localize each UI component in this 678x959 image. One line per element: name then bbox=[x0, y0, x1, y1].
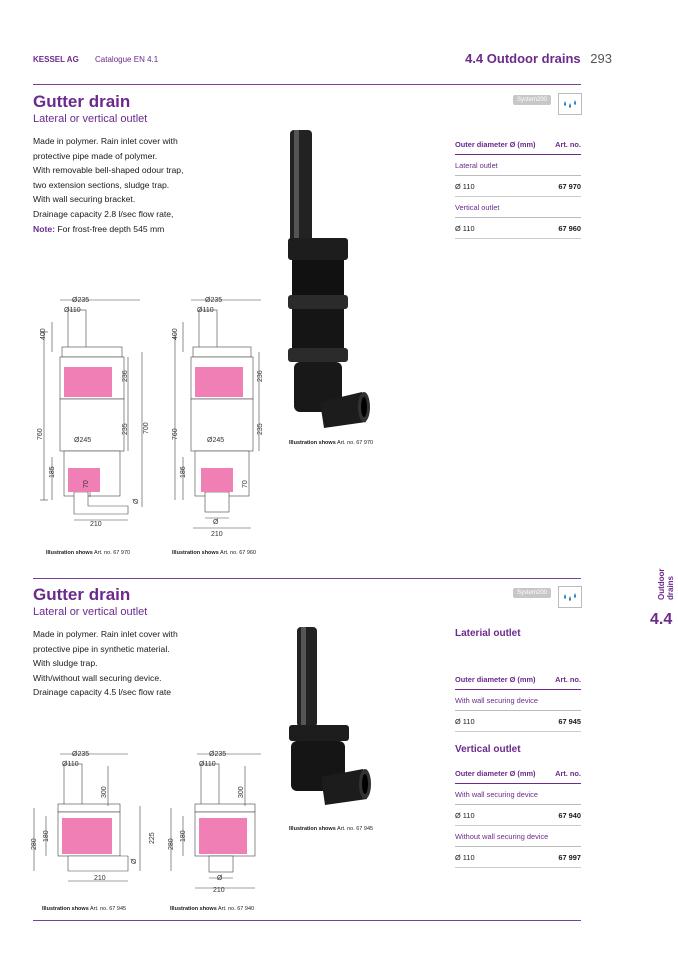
dim-label: 210 bbox=[94, 875, 106, 882]
product2-system-badge: System200 bbox=[513, 588, 551, 598]
dim-label: 400 bbox=[172, 328, 179, 340]
dim-label: 236 bbox=[257, 370, 264, 382]
product1-system-badge: System200 bbox=[513, 95, 551, 105]
table-cell: Ø 110 bbox=[455, 847, 550, 868]
desc-line: Drainage capacity 4.5 l/sec flow rate bbox=[33, 687, 172, 698]
dim-label: Ø bbox=[217, 875, 223, 882]
dim-label: Ø bbox=[131, 858, 138, 864]
product2-lateral-table bbox=[455, 669, 581, 732]
table-cell: 67 960 bbox=[550, 218, 581, 239]
product1-drawing1-caption bbox=[46, 550, 130, 556]
page-number: 293 bbox=[590, 51, 612, 66]
dim-label: Ø bbox=[213, 519, 219, 526]
caption-text: Art. no. 67 945 bbox=[335, 826, 374, 832]
table-cell: 67 970 bbox=[550, 176, 581, 197]
desc-note bbox=[33, 222, 253, 237]
product1-drawing2-caption bbox=[172, 550, 256, 556]
product2-subtitle: Lateral or vertical outlet bbox=[33, 606, 148, 618]
caption-bold: Illustration shows bbox=[289, 826, 336, 832]
dim-label: 235 bbox=[122, 423, 129, 435]
table-cell: 67 997 bbox=[550, 847, 581, 868]
product2-drawing1-caption bbox=[42, 906, 126, 912]
note-label: Note: bbox=[33, 223, 55, 234]
product1-photo-caption bbox=[289, 440, 373, 446]
header-rule bbox=[33, 84, 581, 85]
product2-photo-caption bbox=[289, 826, 373, 832]
caption-text: Art. no. 67 970 bbox=[335, 440, 374, 446]
dim-label: 70 bbox=[242, 480, 249, 488]
table-subheading: Vertical outlet bbox=[455, 197, 581, 218]
caption-bold: Illustration shows bbox=[42, 906, 89, 912]
product1-photo bbox=[280, 130, 380, 440]
desc-line: Made in polymer. Rain inlet cover with bbox=[33, 136, 178, 146]
dim-label: Ø110 bbox=[199, 761, 216, 768]
product2-drawing2-caption bbox=[170, 906, 254, 912]
dim-label: 236 bbox=[122, 370, 129, 382]
caption-bold: Illustration shows bbox=[172, 550, 219, 556]
product1-subtitle: Lateral or vertical outlet bbox=[33, 113, 148, 125]
header-left bbox=[33, 55, 158, 64]
dim-label: 760 bbox=[37, 428, 44, 440]
product1-drawing-vertical bbox=[165, 292, 270, 540]
table-subheading: With wall securing device bbox=[455, 690, 581, 711]
section-rule bbox=[33, 578, 581, 579]
product2-description bbox=[33, 627, 253, 700]
product1-drawing-lateral bbox=[30, 292, 160, 532]
col-header-artno: Art. no. bbox=[550, 134, 581, 155]
product1-drops-icon bbox=[558, 93, 582, 115]
dim-label: 180 bbox=[43, 830, 50, 842]
note-text: For frost-free depth 545 mm bbox=[54, 223, 165, 234]
desc-line: protective pipe made of polymer. bbox=[33, 150, 158, 161]
table-cell: Ø 110 bbox=[455, 218, 550, 239]
table-cell: Ø 110 bbox=[455, 805, 550, 826]
desc-line: Made in polymer. Rain inlet cover with bbox=[33, 629, 178, 639]
dim-label: Ø235 bbox=[209, 751, 227, 758]
dim-label: 186 bbox=[180, 466, 187, 478]
dim-label: 300 bbox=[238, 786, 245, 798]
dim-label: Ø235 bbox=[72, 297, 90, 304]
product2-title: Gutter drain bbox=[33, 585, 131, 604]
lateral-outlet-heading: Laterial outlet bbox=[455, 628, 521, 639]
company-name: KESSEL AG bbox=[33, 55, 79, 64]
product2-drops-icon bbox=[558, 586, 582, 608]
header-right bbox=[465, 51, 612, 66]
section-title: 4.4 Outdoor drains bbox=[465, 51, 581, 66]
dim-label: Ø110 bbox=[197, 307, 214, 314]
caption-text: Art. no. 67 940 bbox=[216, 906, 255, 912]
caption-bold: Illustration shows bbox=[46, 550, 93, 556]
desc-line: protective pipe in synthetic material. bbox=[33, 643, 170, 654]
table-cell: Ø 110 bbox=[455, 176, 550, 197]
dim-label: 185 bbox=[49, 466, 56, 478]
caption-text: Art. no. 67 970 bbox=[92, 550, 131, 556]
product2-photo bbox=[285, 627, 375, 817]
dim-label: Ø245 bbox=[207, 437, 225, 444]
dim-label: 760 bbox=[172, 428, 179, 440]
product1-description bbox=[33, 134, 253, 236]
table-subheading: Lateral outlet bbox=[455, 155, 581, 176]
dim-label: 700 bbox=[143, 422, 150, 434]
product2-vertical-table bbox=[455, 763, 581, 868]
desc-line: With sludge trap. bbox=[33, 658, 98, 669]
table-subheading: Without wall securing device bbox=[455, 826, 581, 847]
desc-line: Drainage capacity 2.8 l/sec flow rate, bbox=[33, 208, 174, 219]
dim-label: 400 bbox=[40, 328, 47, 340]
dim-label: 280 bbox=[31, 838, 38, 850]
dim-label: Ø235 bbox=[72, 751, 90, 758]
col-header-artno: Art. no. bbox=[550, 669, 581, 690]
col-header-diameter: Outer diameter Ø (mm) bbox=[455, 763, 550, 784]
desc-line: With wall securing bracket. bbox=[33, 194, 136, 205]
product2-drawing-lateral bbox=[28, 746, 158, 896]
desc-line: With/without wall securing device. bbox=[33, 672, 162, 683]
caption-bold: Illustration shows bbox=[289, 440, 336, 446]
table-cell: Ø 110 bbox=[455, 711, 550, 732]
vertical-outlet-heading: Vertical outlet bbox=[455, 744, 521, 755]
dim-label: Ø bbox=[133, 498, 140, 504]
product1-spec-table bbox=[455, 134, 581, 239]
side-tab-number: 4.4 bbox=[650, 611, 673, 628]
caption-text: Art. no. 67 945 bbox=[88, 906, 127, 912]
dim-label: 225 bbox=[149, 832, 156, 844]
table-cell: 67 940 bbox=[550, 805, 581, 826]
dim-label: 210 bbox=[90, 521, 102, 528]
col-header-diameter: Outer diameter Ø (mm) bbox=[455, 669, 550, 690]
dim-label: 210 bbox=[211, 531, 223, 538]
dim-label: 300 bbox=[101, 786, 108, 798]
dim-label: Ø110 bbox=[62, 761, 79, 768]
product1-title: Gutter drain bbox=[33, 92, 131, 111]
dim-label: 235 bbox=[257, 423, 264, 435]
product2-drawing-vertical bbox=[165, 746, 270, 896]
desc-line: two extension sections, sludge trap. bbox=[33, 179, 170, 190]
caption-text: Art. no. 67 960 bbox=[218, 550, 257, 556]
col-header-diameter: Outer diameter Ø (mm) bbox=[455, 134, 550, 155]
dim-label: Ø235 bbox=[205, 297, 223, 304]
dim-label: 210 bbox=[213, 887, 225, 894]
footer-rule bbox=[33, 920, 581, 921]
desc-line: With removable bell-shaped odour trap, bbox=[33, 165, 184, 176]
catalogue-name: Catalogue EN 4.1 bbox=[95, 55, 159, 64]
dim-label: 180 bbox=[180, 830, 187, 842]
caption-bold: Illustration shows bbox=[170, 906, 217, 912]
dim-label: Ø245 bbox=[74, 437, 92, 444]
table-cell: 67 945 bbox=[550, 711, 581, 732]
dim-label: Ø110 bbox=[64, 307, 81, 314]
side-tab-label: Outdoor drains bbox=[657, 568, 675, 600]
dim-label: 280 bbox=[168, 838, 175, 850]
table-subheading: With wall securing device bbox=[455, 784, 581, 805]
dim-label: 70 bbox=[83, 480, 90, 488]
col-header-artno: Art. no. bbox=[550, 763, 581, 784]
